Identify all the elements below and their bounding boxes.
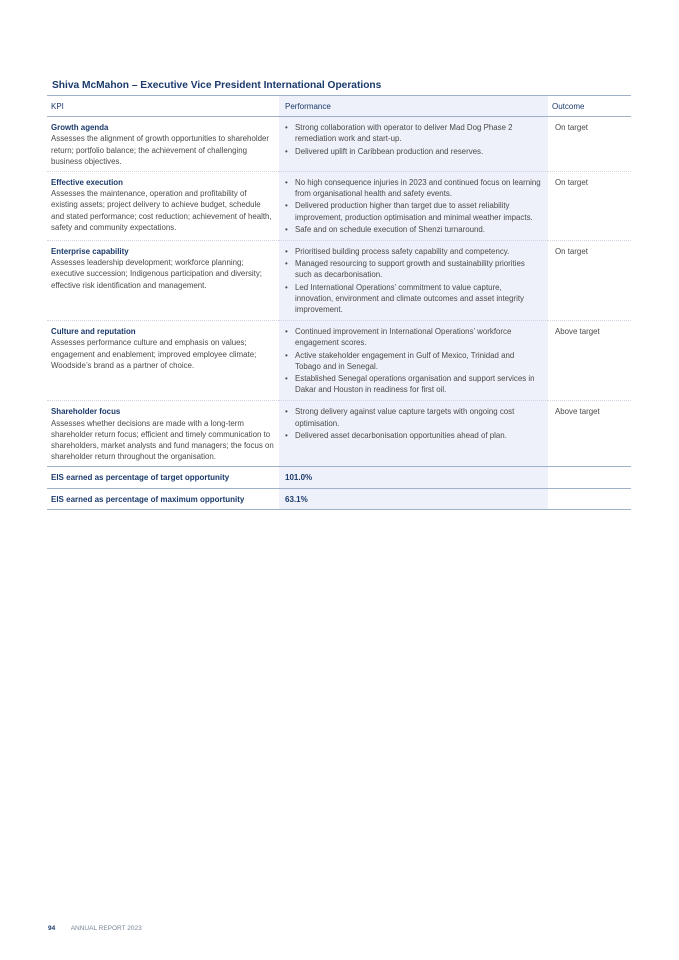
outcome-cell: On target — [548, 172, 631, 241]
kpi-name: Effective execution — [51, 178, 123, 188]
kpi-description: Assesses leadership development; workforce planning; executive succession; Indigenous participation and diversity; effective risk identification and management. — [51, 258, 262, 290]
outcome-cell: On target — [548, 241, 631, 321]
performance-item: • No high consequence injuries in 2023 and continued focus on learning from organisational health and safety events. — [285, 177, 542, 199]
kpi-cell — [47, 401, 279, 467]
kpi-cell — [47, 117, 279, 172]
kpi-description: Assesses performance culture and emphasis on values; engagement and enablement; improved employee climate; Woodside’s brand as a partner of choice. — [51, 338, 257, 370]
performance-item: • Strong delivery against value capture targets with ongoing cost optimisation. — [285, 406, 542, 428]
performance-item: • Strong collaboration with operator to deliver Mad Dog Phase 2 remediation work and start-up. — [285, 122, 542, 144]
eis-row-target — [47, 467, 631, 488]
performance-item: • Managed resourcing to support growth and sustainability priorities such as decarbonisation. — [285, 258, 542, 280]
eis-label: EIS earned as percentage of maximum opportunity — [47, 488, 279, 509]
performance-item: • Continued improvement in International Operations’ workforce engagement scores. — [285, 326, 542, 348]
kpi-cell — [47, 172, 279, 241]
performance-cell — [279, 321, 548, 401]
kpi-name: Culture and reputation — [51, 327, 136, 337]
kpi-cell — [47, 241, 279, 321]
page-number: 94 — [48, 925, 56, 932]
eis-outcome-empty — [548, 488, 631, 509]
eis-outcome-empty — [548, 467, 631, 488]
page-footer — [48, 925, 142, 932]
kpi-description: Assesses whether decisions are made with a long-term shareholder return focus; efficient and timely communication to shareholders, market analysts and fund managers; the focus on shareholder return throughout the organisation. — [51, 418, 274, 462]
eis-label: EIS earned as percentage of target opportunity — [47, 467, 279, 488]
report-title: ANNUAL REPORT 2023 — [70, 925, 142, 932]
performance-item: • Delivered production higher than target due to asset reliability improvement, production optimisation and minimal weather impacts. — [285, 200, 542, 222]
table-row — [47, 401, 631, 467]
performance-item: • Safe and on schedule execution of Shenzi turnaround. — [285, 224, 542, 235]
performance-cell — [279, 117, 548, 172]
table-row — [47, 241, 631, 321]
performance-item: • Led International Operations’ commitment to value capture, innovation, environment and climate outcomes and asset integrity improvement. — [285, 282, 542, 316]
kpi-name: Enterprise capability — [51, 247, 129, 257]
table-row — [47, 117, 631, 172]
kpi-name: Growth agenda — [51, 123, 109, 133]
section-title: Shiva McMahon – Executive Vice President International Operations — [52, 80, 382, 91]
eis-value: 63.1% — [279, 488, 548, 509]
table-row — [47, 321, 631, 401]
performance-cell — [279, 241, 548, 321]
kpi-cell — [47, 321, 279, 401]
performance-item: • Delivered uplift in Caribbean production and reserves. — [285, 146, 542, 157]
eis-row-maximum — [47, 488, 631, 509]
performance-item: • Established Senegal operations organisation and support services in Dakar and Houston in readiness for first oil. — [285, 373, 542, 395]
header-outcome: Outcome — [548, 96, 631, 117]
performance-cell — [279, 401, 548, 467]
table-row — [47, 172, 631, 241]
eis-value: 101.0% — [279, 467, 548, 488]
table-header-row — [47, 96, 631, 117]
performance-cell — [279, 172, 548, 241]
performance-item: • Active stakeholder engagement in Gulf of Mexico, Trinidad and Tobago and in Senegal. — [285, 350, 542, 372]
performance-item: • Prioritised building process safety capability and competency. — [285, 246, 542, 257]
outcome-cell: Above target — [548, 321, 631, 401]
kpi-name: Shareholder focus — [51, 407, 121, 417]
kpi-table — [47, 95, 631, 510]
header-kpi: KPI — [47, 96, 279, 117]
kpi-description: Assesses the alignment of growth opportunities to shareholder return; portfolio balance; the achievement of challenging business objectives. — [51, 134, 269, 166]
kpi-description: Assesses the maintenance, operation and profitability of existing assets; project delivery to achieve budget, schedule and stated performance; cost reduction; achievement of health, safety and community expectations. — [51, 189, 272, 232]
header-performance: Performance — [279, 96, 548, 117]
outcome-cell: Above target — [548, 401, 631, 467]
performance-item: • Delivered asset decarbonisation opportunities ahead of plan. — [285, 430, 542, 441]
outcome-cell: On target — [548, 117, 631, 172]
